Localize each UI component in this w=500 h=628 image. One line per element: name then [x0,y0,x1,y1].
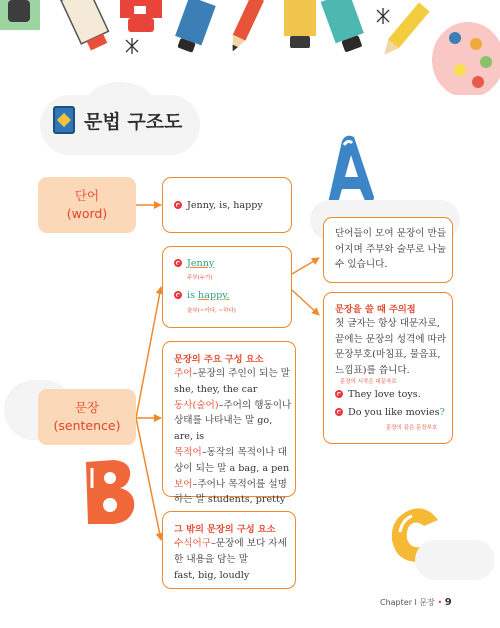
word-node [38,177,136,233]
subject-example: Jenny [187,258,215,269]
element-line-object: 목적어–동작의 목적이나 대상이 되는 말 a bag, a pen [174,446,290,474]
predicate-example-complement: happy. [198,290,230,301]
word-example-text: Jenny, is, happy [187,200,263,211]
caution-note-punctuation: 문장의 끝은 문장부호 [386,425,438,431]
word-example-box [162,177,292,233]
predicate-note: 술부(~이다, ~하다) [187,308,236,314]
writing-caution-box [323,292,453,444]
other-elements-box [162,511,296,589]
chapter-label: Chapter Ⅰ 문장 [380,598,435,607]
page-number: 9 [444,597,452,608]
footer-bullet: • [437,598,443,607]
word-node-label: 단어 [74,188,100,203]
main-elements-heading: 문장의 주요 구성 요소 [174,354,264,365]
caution-example-2: Do you like movies? [335,405,445,421]
caution-note-capital: 문장의 시작은 대문자로 [340,379,397,385]
main-elements-list [174,366,292,508]
subject-predicate-box [162,246,292,328]
bullet-icon [174,291,182,299]
page-footer [380,597,452,608]
bullet-icon [335,390,343,398]
word-combine-text: 단어들이 모여 문장이 만들어지며 주부와 술부로 나눌 수 있습니다. [335,228,447,270]
bullet-icon [174,201,182,209]
sentence-node-english: (sentence) [53,418,121,433]
caution-example-1: They love toys. [335,387,421,403]
predicate-example-verb: is [187,290,199,301]
element-line-subject: 주어–문장의 주인이 되는 말 she, they, the car [174,368,290,395]
main-elements-box [162,341,296,506]
other-elements-text: 수식어구–문장에 보다 자세한 내용을 담는 말 fast, big, loudly [174,538,287,581]
subject-note: 주부(누가) [187,275,213,281]
word-node-english: (word) [66,206,108,221]
sentence-node [38,389,136,445]
sentence-node-label: 문장 [74,400,100,415]
caution-heading: 문장을 쓸 때 주의점 [335,304,416,315]
bullet-icon [174,259,182,267]
word-combine-box [323,217,453,283]
bullet-icon [335,408,343,416]
other-elements-heading: 그 밖의 문장의 구성 요소 [174,524,276,535]
element-line-complement: 보어–주어나 목적어를 설명하는 말 students, pretty [174,478,287,506]
caution-body: 첫 글자는 항상 대문자로, 끝에는 문장의 성격에 따라 문장부호(마침표, 물음표, 느낌표)를 씁니다. [335,318,447,376]
element-line-verb: 동사(술어)–주어의 행동이나 상태를 나타내는 말 go, are, is [174,399,292,443]
page-title: 문법 구조도 [84,111,183,133]
